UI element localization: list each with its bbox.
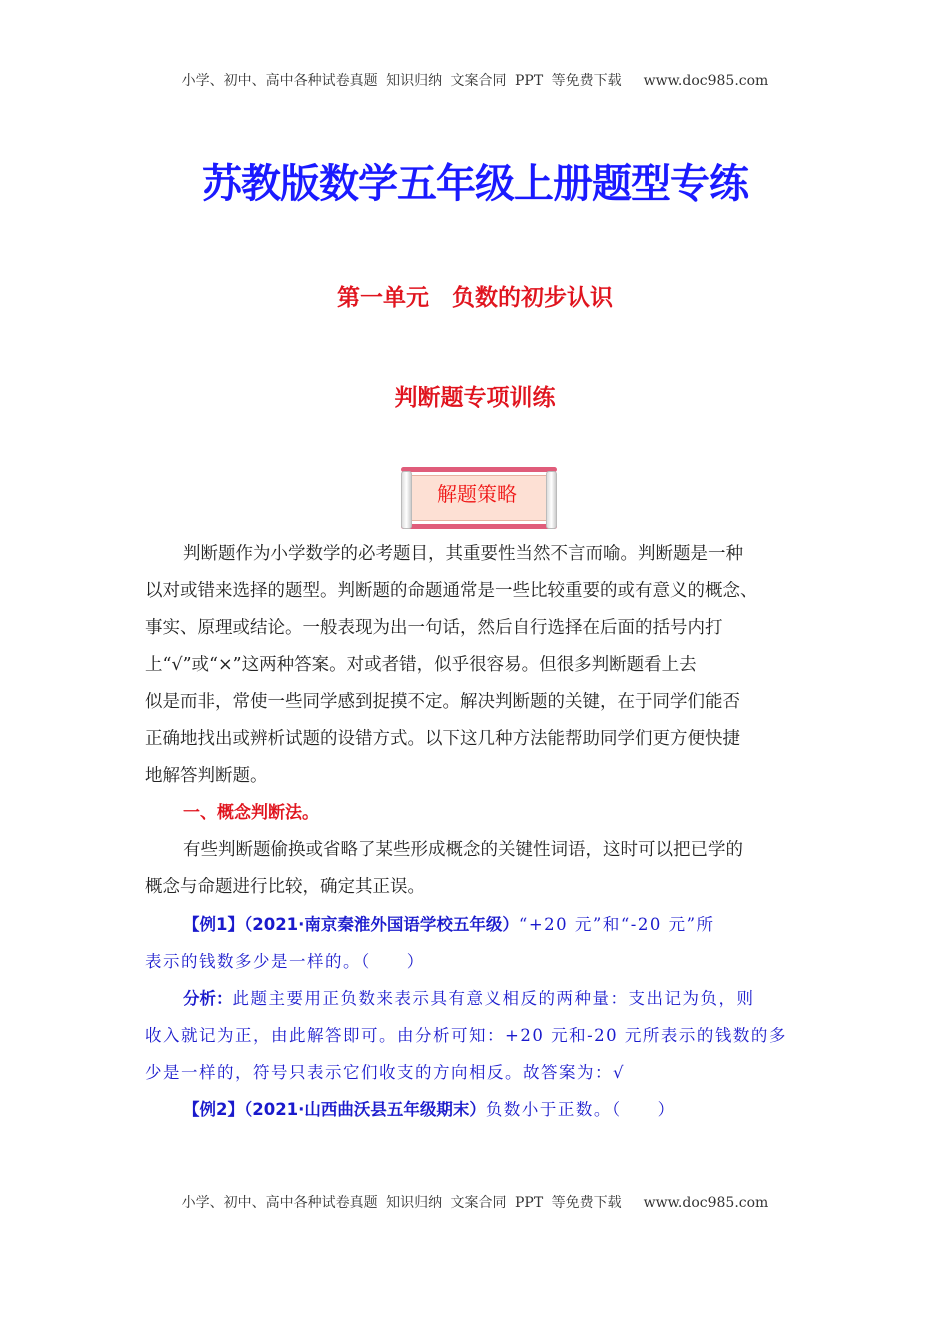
intro-line: 正确地找出或辨析试题的设错方式。以下这几种方法能帮助同学们更方便快捷 (145, 729, 740, 749)
example-1 (145, 906, 810, 943)
banner-label: 解题策略 (437, 482, 517, 506)
page-header (0, 70, 950, 90)
unit-heading: 第一单元 负数的初步认识 (337, 285, 613, 311)
intro-line: 地解答判断题。 (145, 766, 268, 786)
header-url[interactable]: www.doc985.com (643, 73, 769, 89)
scroll-rod-bottom (401, 524, 557, 529)
header-text: 小学、初中、高中各种试卷真题 知识归纳 文案合同 PPT 等免费下载 (181, 73, 622, 89)
method-line: 有些判断题偷换或省略了某些形成概念的关键性词语，这时可以把已学的 (183, 840, 743, 860)
page-footer (0, 1192, 950, 1212)
intro-line: 上“√”或“×”这两种答案。对或者错，似乎很容易。但很多判断题看上去 (145, 655, 697, 675)
intro-line: 判断题作为小学数学的必考题目，其重要性当然不言而喻。判断题是一种 (183, 544, 743, 564)
method-line: 概念与命题进行比较，确定其正误。 (145, 877, 425, 897)
example-1-text: “+20 元”和“-20 元”所 (518, 915, 715, 934)
footer-url[interactable]: www.doc985.com (643, 1195, 769, 1211)
method-heading: 一、概念判断法。 (183, 803, 319, 823)
analysis-text: 此题主要用正负数来表示具有意义相反的两种量：支出记为负，则 (232, 989, 755, 1008)
document-title: 苏教版数学五年级上册题型专练 (202, 161, 748, 207)
intro-line: 似是而非，常使一些同学感到捉摸不定。解决判断题的关键，在于同学们能否 (145, 692, 740, 712)
example-1-tag: 【例1】（2021·南京秦淮外国语学校五年级） (183, 915, 519, 934)
analysis-text: 收入就记为正，由此解答即可。由分析可知：+20 元和-20 元所表示的钱数的多 (145, 1026, 787, 1045)
analysis-text: 少是一样的，符号只表示它们收支的方向相反。故答案为：√ (145, 1063, 626, 1082)
strategy-banner (393, 465, 561, 531)
example-2 (145, 1091, 810, 1128)
analysis (145, 980, 810, 1017)
intro-line: 事实、原理或结论。一般表现为出一句话，然后自行选择在后面的括号内打 (145, 618, 723, 638)
footer-text: 小学、初中、高中各种试卷真题 知识归纳 文案合同 PPT 等免费下载 (181, 1195, 622, 1211)
scroll-rod-top (401, 467, 557, 472)
intro-line: 以对或错来选择的题型。判断题的命题通常是一些比较重要的或有意义的概念、 (145, 581, 758, 601)
example-2-text: 负数小于正数。（ ） (485, 1100, 676, 1119)
section-heading: 判断题专项训练 (394, 385, 556, 411)
document-body (145, 536, 810, 1128)
example-2-tag: 【例2】（2021·山西曲沃县五年级期末） (183, 1100, 486, 1119)
example-1-text: 表示的钱数多少是一样的。（ ） (145, 952, 425, 971)
analysis-tag: 分析： (183, 989, 233, 1008)
